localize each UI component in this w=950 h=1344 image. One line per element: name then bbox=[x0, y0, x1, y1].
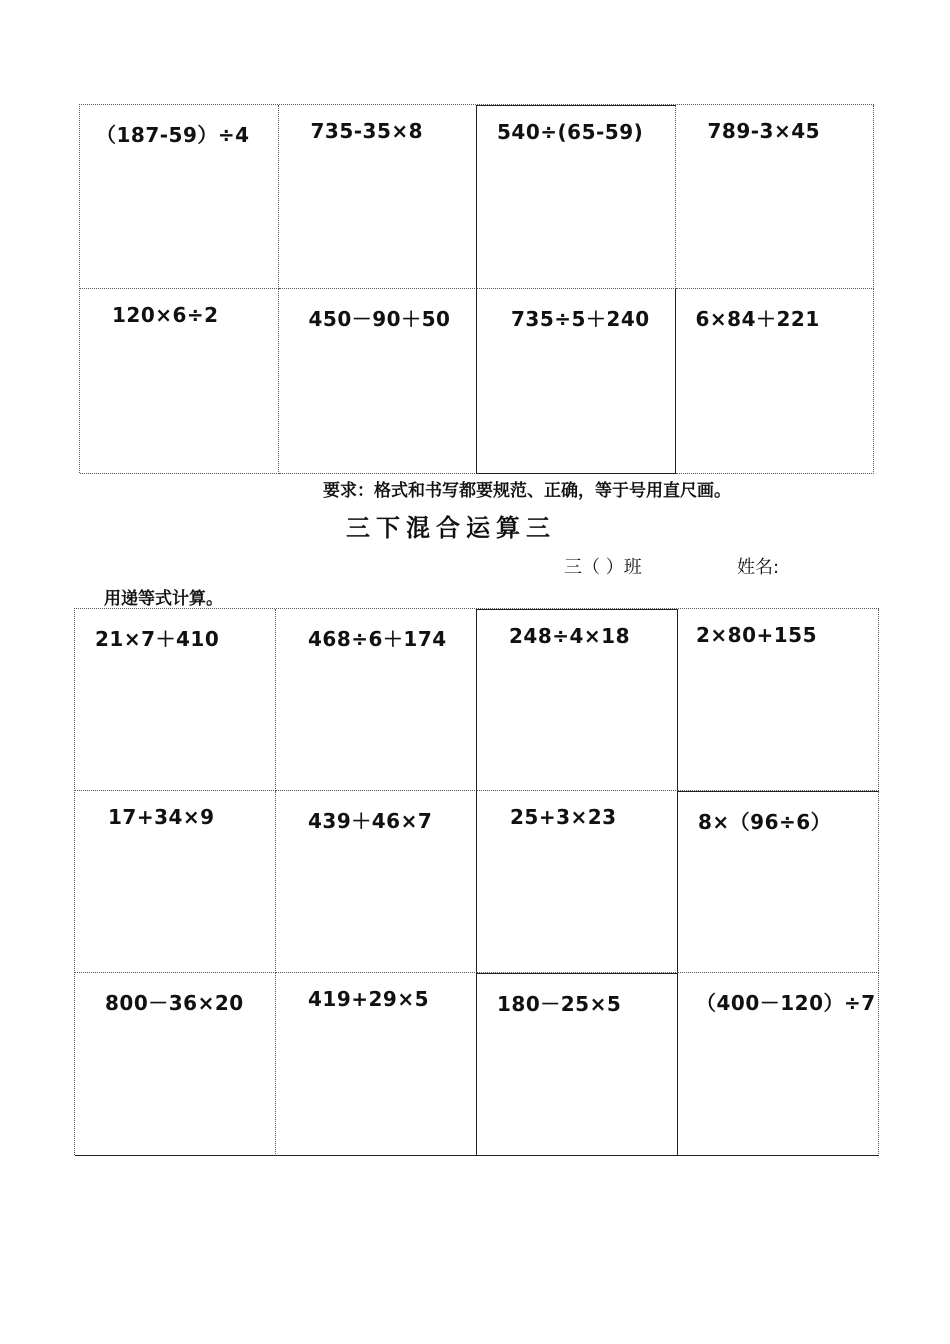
expression: 8×（96÷6） bbox=[698, 810, 832, 834]
expression: 735-35×8 bbox=[310, 119, 424, 143]
exercise-cell bbox=[677, 791, 879, 973]
class-label: 三（ ）班 bbox=[564, 557, 642, 578]
exercise-cell bbox=[276, 973, 477, 1156]
expression: （187-59）÷4 bbox=[96, 123, 250, 147]
bottom-exercise-grid bbox=[74, 608, 879, 1155]
expression: 2×80+155 bbox=[696, 623, 818, 647]
exercise-cell bbox=[75, 609, 276, 791]
expression: 248÷4×18 bbox=[509, 624, 631, 648]
exercise-cell bbox=[80, 289, 279, 474]
expression: 735÷5＋240 bbox=[511, 307, 650, 331]
expression: （400－120）÷7 bbox=[696, 991, 876, 1015]
expression: 25+3×23 bbox=[510, 805, 617, 829]
exercise-cell bbox=[276, 791, 477, 973]
top-exercise-grid bbox=[79, 104, 874, 473]
exercise-cell bbox=[677, 973, 879, 1156]
expression: 450－90＋50 bbox=[308, 307, 451, 331]
expression: 540÷(65-59) bbox=[497, 120, 644, 144]
exercise-cell bbox=[276, 609, 477, 791]
expression: 6×84＋221 bbox=[695, 307, 820, 331]
exercise-cell bbox=[279, 289, 478, 474]
exercise-cell bbox=[676, 105, 875, 289]
name-label: 姓名: bbox=[737, 557, 780, 578]
expression: 439＋46×7 bbox=[308, 809, 433, 833]
expression: 180－25×5 bbox=[497, 992, 622, 1016]
exercise-cell bbox=[677, 609, 879, 791]
instruction: 用递等式计算。 bbox=[104, 589, 223, 609]
requirement-note: 要求：格式和书写都要规范、正确，等于号用直尺画。 bbox=[323, 481, 731, 501]
exercise-cell bbox=[476, 609, 678, 791]
expression: 120×6÷2 bbox=[112, 303, 219, 327]
exercise-cell bbox=[476, 289, 676, 474]
exercise-cell bbox=[476, 105, 676, 289]
exercise-cell bbox=[75, 791, 276, 973]
expression: 21×7＋410 bbox=[95, 627, 220, 651]
page-title: 三下混合运算三 bbox=[346, 513, 556, 542]
expression: 419+29×5 bbox=[308, 987, 430, 1011]
exercise-cell bbox=[80, 105, 279, 289]
exercise-cell bbox=[476, 791, 678, 973]
expression: 17+34×9 bbox=[108, 805, 215, 829]
exercise-cell bbox=[279, 105, 478, 289]
expression: 468÷6＋174 bbox=[308, 627, 447, 651]
exercise-cell bbox=[75, 973, 276, 1156]
expression: 800－36×20 bbox=[105, 991, 244, 1015]
expression: 789-3×45 bbox=[707, 119, 821, 143]
exercise-cell bbox=[676, 289, 875, 474]
exercise-cell bbox=[476, 973, 678, 1156]
